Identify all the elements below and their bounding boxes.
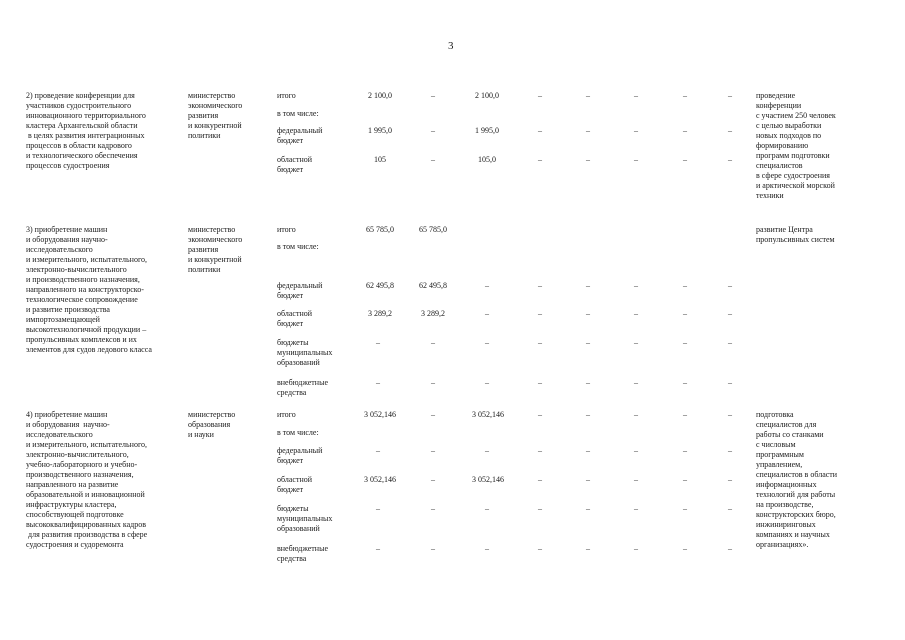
row-2-reg-v3: – [538,155,542,164]
row-4-reg-v5: – [634,475,638,484]
row-2-fed-v6: – [683,126,687,135]
row-3-label-total: итого [277,225,296,234]
row-4-label-incl: в том числе: [277,428,319,437]
row-4-total-v2: 3 052,146 [472,410,504,419]
row-3-fed-v2: – [485,281,489,290]
row-4-off-v3: – [538,544,542,553]
row-4-total-v5: – [634,410,638,419]
row-2-fed-v0: 1 995,0 [368,126,392,135]
row-4-executor: министерство образования и науки [188,410,236,439]
row-4-description: 4) приобретение машин и оборудования научно- исследовательского и измерительного, испытательного, электронно-вычислительного, учебно-лабораторного и учебно- производственного назначения, направленного на развитие образовательной и инновационной инфраструктуры кластера, способствующей подготовке высококвалифицированных кадров для развития производства в сфере судостроения и судоремонта [26,410,148,549]
row-3-mun-v5: – [634,338,638,347]
row-3-fed-v6: – [683,281,687,290]
row-2-description: 2) проведение конференции для участников судостроительного инновационного территориального кластера Архангельской области в целях развития интеграционных процессов в области кадрового и технологического обеспечения процессов судостроения [26,91,146,170]
row-3-label-regional: областной бюджет [277,309,313,328]
row-3-mun-v2: – [485,338,489,347]
row-3-mun-v1: – [431,338,435,347]
row-4-fed-v1: – [431,446,435,455]
row-3-reg-v6: – [683,309,687,318]
row-3-result: развитие Центра пропульсивных систем [756,225,835,244]
row-2-reg-v2: 105,0 [478,155,496,164]
row-3-reg-v3: – [538,309,542,318]
row-4-mun-v5: – [634,504,638,513]
row-2-reg-v6: – [683,155,687,164]
row-4-off-v5: – [634,544,638,553]
row-4-reg-v3: – [538,475,542,484]
row-2-label-incl: в том числе: [277,109,319,118]
row-3-label-incl: в том числе: [277,242,319,251]
row-3-fed-v4: – [586,281,590,290]
row-3-label-municipal: бюджеты муниципальных образований [277,338,333,367]
row-3-off-v7: – [728,378,732,387]
row-2-total-v5: – [634,91,638,100]
row-4-reg-v4: – [586,475,590,484]
row-3-reg-v7: – [728,309,732,318]
row-4-mun-v4: – [586,504,590,513]
row-3-off-v5: – [634,378,638,387]
row-2-total-v4: – [586,91,590,100]
row-4-fed-v2: – [485,446,489,455]
row-3-fed-v3: – [538,281,542,290]
row-2-total-v6: – [683,91,687,100]
row-3-executor: министерство экономического развития и конкурентной политики [188,225,243,274]
row-3-reg-v0: 3 289,2 [368,309,392,318]
row-2-reg-v0: 105 [374,155,386,164]
row-3-total-v1: 65 785,0 [419,225,447,234]
row-4-off-v6: – [683,544,687,553]
row-4-mun-v6: – [683,504,687,513]
row-2-fed-v2: 1 995,0 [475,126,499,135]
row-2-fed-v3: – [538,126,542,135]
row-4-off-v7: – [728,544,732,553]
row-4-reg-v1: – [431,475,435,484]
row-3-reg-v2: – [485,309,489,318]
row-2-reg-v5: – [634,155,638,164]
row-2-reg-v7: – [728,155,732,164]
row-3-total-v0: 65 785,0 [366,225,394,234]
row-3-off-v0: – [376,378,380,387]
row-3-reg-v5: – [634,309,638,318]
row-3-off-v2: – [485,378,489,387]
row-4-reg-v6: – [683,475,687,484]
row-4-fed-v0: – [376,446,380,455]
row-3-mun-v3: – [538,338,542,347]
row-3-off-v4: – [586,378,590,387]
row-4-reg-v2: 3 052,146 [472,475,504,484]
row-2-total-v3: – [538,91,542,100]
row-2-total-v7: – [728,91,732,100]
row-4-label-offbudget: внебюджетные средства [277,544,328,563]
row-2-label-regional: областной бюджет [277,155,313,174]
row-3-mun-v0: – [376,338,380,347]
row-4-total-v1: – [431,410,435,419]
row-2-fed-v1: – [431,126,435,135]
row-4-reg-v7: – [728,475,732,484]
row-4-off-v4: – [586,544,590,553]
row-2-reg-v4: – [586,155,590,164]
row-2-fed-v5: – [634,126,638,135]
row-3-off-v6: – [683,378,687,387]
row-3-off-v1: – [431,378,435,387]
row-4-fed-v5: – [634,446,638,455]
row-3-description: 3) приобретение машин и оборудования научно- исследовательского и измерительного, испытательного, электронно-вычислительного и производственного назначения, направленного на конструкторско- технологическое сопровождение и развитие производства импортозамещающей высокотехнологичной продукции – пропульсивных комплексов и их элементов для судов ледового класса [26,225,152,354]
row-4-total-v0: 3 052,146 [364,410,396,419]
row-2-label-federal: федеральный бюджет [277,126,323,145]
row-2-result: проведение конференции с участием 250 человек с целью выработки новых подходов по формированию программ подготовки специалистов в сфере судостроения и арктической морской техники [756,91,836,200]
row-4-result: подготовка специалистов для работы со станками с числовым программным управлением, специалистов в области информационных технологий для работы на производстве, конструкторских бюро, инжиниринговых компаниях и научных организациях». [756,410,838,549]
row-4-label-regional: областной бюджет [277,475,313,494]
row-4-label-municipal: бюджеты муниципальных образований [277,504,333,533]
row-4-mun-v2: – [485,504,489,513]
row-4-off-v0: – [376,544,380,553]
row-2-total-v0: 2 100,0 [368,91,392,100]
row-4-label-total: итого [277,410,296,419]
row-2-total-v1: – [431,91,435,100]
row-2-label-total: итого [277,91,296,100]
row-4-fed-v4: – [586,446,590,455]
row-4-fed-v6: – [683,446,687,455]
row-3-label-federal: федеральный бюджет [277,281,323,300]
row-3-fed-v1: 62 495,8 [419,281,447,290]
row-3-label-offbudget: внебюджетные средства [277,378,328,397]
row-2-executor: министерство экономического развития и конкурентной политики [188,91,243,140]
row-4-mun-v3: – [538,504,542,513]
row-3-off-v3: – [538,378,542,387]
page-number: 3 [448,40,454,52]
row-2-fed-v4: – [586,126,590,135]
row-4-fed-v7: – [728,446,732,455]
row-4-total-v3: – [538,410,542,419]
row-4-mun-v7: – [728,504,732,513]
row-4-total-v4: – [586,410,590,419]
row-3-reg-v1: 3 289,2 [421,309,445,318]
row-4-total-v7: – [728,410,732,419]
row-2-fed-v7: – [728,126,732,135]
row-3-mun-v7: – [728,338,732,347]
row-2-reg-v1: – [431,155,435,164]
row-4-mun-v1: – [431,504,435,513]
row-3-fed-v0: 62 495,8 [366,281,394,290]
row-2-total-v2: 2 100,0 [475,91,499,100]
row-4-label-federal: федеральный бюджет [277,446,323,465]
row-3-fed-v5: – [634,281,638,290]
row-3-fed-v7: – [728,281,732,290]
row-3-mun-v4: – [586,338,590,347]
row-4-off-v2: – [485,544,489,553]
row-4-fed-v3: – [538,446,542,455]
row-4-total-v6: – [683,410,687,419]
row-3-mun-v6: – [683,338,687,347]
row-4-reg-v0: 3 052,146 [364,475,396,484]
row-3-reg-v4: – [586,309,590,318]
row-4-off-v1: – [431,544,435,553]
row-4-mun-v0: – [376,504,380,513]
